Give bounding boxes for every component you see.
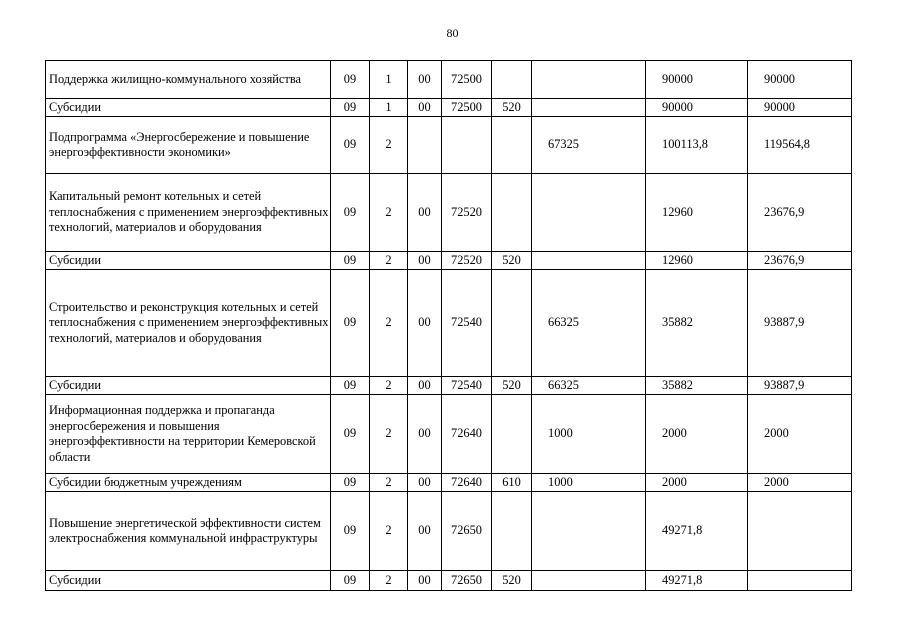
program-code: 00 (408, 395, 442, 474)
program-code (408, 117, 442, 174)
amount-3: 23676,9 (748, 174, 852, 252)
section-code: 09 (331, 395, 370, 474)
table-row (46, 270, 852, 377)
amount-1 (532, 174, 646, 252)
expense-type-code (492, 117, 532, 174)
expense-type-code (492, 61, 532, 99)
subsection-code: 2 (370, 252, 408, 270)
table-row (46, 99, 852, 117)
program-code: 00 (408, 571, 442, 591)
amount-2: 90000 (646, 61, 748, 99)
section-code: 09 (331, 99, 370, 117)
amount-3 (748, 571, 852, 591)
table-row (46, 252, 852, 270)
section-code: 09 (331, 492, 370, 571)
program-code: 00 (408, 377, 442, 395)
table-row (46, 174, 852, 252)
amount-1 (532, 571, 646, 591)
expense-type-code: 520 (492, 571, 532, 591)
article-code: 72500 (442, 61, 492, 99)
row-name: Поддержка жилищно-коммунального хозяйства (46, 61, 331, 99)
row-name: Капитальный ремонт котельных и сетей теплоснабжения с применением энергоэффективных технологий, материалов и оборудования (46, 174, 331, 252)
expense-type-code: 520 (492, 99, 532, 117)
article-code: 72520 (442, 252, 492, 270)
row-name: Подпрограмма «Энергосбережение и повышение энергоэффективности экономики» (46, 117, 331, 174)
section-code: 09 (331, 252, 370, 270)
section-code: 09 (331, 377, 370, 395)
row-name: Повышение энергетической эффективности систем электроснабжения коммунальной инфраструктуры (46, 492, 331, 571)
subsection-code: 1 (370, 61, 408, 99)
subsection-code: 2 (370, 395, 408, 474)
table-row (46, 474, 852, 492)
article-code: 72640 (442, 474, 492, 492)
amount-2: 2000 (646, 474, 748, 492)
amount-3 (748, 492, 852, 571)
amount-1 (532, 252, 646, 270)
section-code: 09 (331, 117, 370, 174)
program-code: 00 (408, 174, 442, 252)
row-name: Субсидии (46, 252, 331, 270)
table-row (46, 61, 852, 99)
program-code: 00 (408, 474, 442, 492)
amount-3: 93887,9 (748, 270, 852, 377)
section-code: 09 (331, 61, 370, 99)
amount-1: 1000 (532, 474, 646, 492)
expense-type-code (492, 395, 532, 474)
amount-2: 35882 (646, 377, 748, 395)
table-row (46, 117, 852, 174)
page-number: 80 (446, 26, 459, 40)
article-code: 72650 (442, 571, 492, 591)
subsection-code: 2 (370, 474, 408, 492)
expense-type-code: 520 (492, 377, 532, 395)
amount-2: 100113,8 (646, 117, 748, 174)
amount-1 (532, 99, 646, 117)
row-name: Информационная поддержка и пропаганда энергосбережения и повышения энергоэффективности на территории Кемеровской области (46, 395, 331, 474)
section-code: 09 (331, 270, 370, 377)
subsection-code: 2 (370, 377, 408, 395)
amount-3: 23676,9 (748, 252, 852, 270)
amount-1: 66325 (532, 270, 646, 377)
table-row (46, 492, 852, 571)
row-name: Строительство и реконструкция котельных и сетей теплоснабжения с применением энергоэффективных технологий, материалов и оборудования (46, 270, 331, 377)
table-body (46, 61, 852, 591)
article-code: 72540 (442, 270, 492, 377)
row-name: Субсидии (46, 99, 331, 117)
amount-1 (532, 61, 646, 99)
article-code (442, 117, 492, 174)
subsection-code: 2 (370, 571, 408, 591)
expense-type-code (492, 492, 532, 571)
amount-3: 2000 (748, 474, 852, 492)
amount-2: 2000 (646, 395, 748, 474)
table-row (46, 395, 852, 474)
program-code: 00 (408, 252, 442, 270)
amount-3: 93887,9 (748, 377, 852, 395)
article-code: 72520 (442, 174, 492, 252)
section-code: 09 (331, 571, 370, 591)
expense-type-code (492, 270, 532, 377)
section-code: 09 (331, 174, 370, 252)
expense-type-code: 610 (492, 474, 532, 492)
row-name: Субсидии бюджетным учреждениям (46, 474, 331, 492)
subsection-code: 2 (370, 174, 408, 252)
amount-2: 90000 (646, 99, 748, 117)
article-code: 72640 (442, 395, 492, 474)
amount-3: 2000 (748, 395, 852, 474)
program-code: 00 (408, 99, 442, 117)
table-row (46, 377, 852, 395)
subsection-code: 2 (370, 270, 408, 377)
amount-2: 35882 (646, 270, 748, 377)
amount-1 (532, 492, 646, 571)
expense-type-code: 520 (492, 252, 532, 270)
expense-type-code (492, 174, 532, 252)
amount-1: 66325 (532, 377, 646, 395)
table-row (46, 571, 852, 591)
subsection-code: 2 (370, 492, 408, 571)
article-code: 72500 (442, 99, 492, 117)
program-code: 00 (408, 270, 442, 377)
article-code: 72540 (442, 377, 492, 395)
amount-2: 12960 (646, 174, 748, 252)
subsection-code: 2 (370, 117, 408, 174)
program-code: 00 (408, 61, 442, 99)
amount-2: 12960 (646, 252, 748, 270)
amount-3: 90000 (748, 61, 852, 99)
amount-2: 49271,8 (646, 571, 748, 591)
row-name: Субсидии (46, 571, 331, 591)
amount-1: 1000 (532, 395, 646, 474)
section-code: 09 (331, 474, 370, 492)
program-code: 00 (408, 492, 442, 571)
article-code: 72650 (442, 492, 492, 571)
subsection-code: 1 (370, 99, 408, 117)
amount-1: 67325 (532, 117, 646, 174)
budget-table (45, 60, 852, 591)
amount-3: 90000 (748, 99, 852, 117)
amount-2: 49271,8 (646, 492, 748, 571)
amount-3: 119564,8 (748, 117, 852, 174)
row-name: Субсидии (46, 377, 331, 395)
